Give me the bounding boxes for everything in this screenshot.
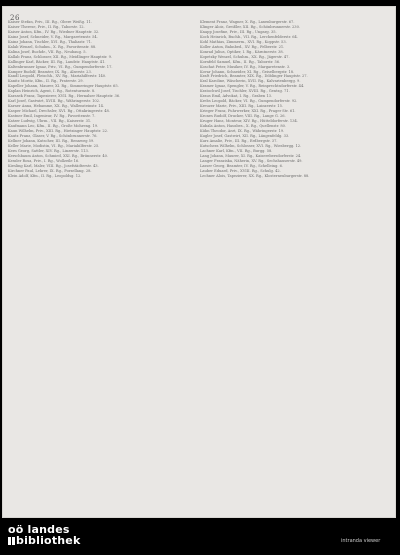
directory-entry: Kramer Ignaz, Spengler, V. Rg., Reinprechtsdorferstr. 44. xyxy=(200,84,305,89)
directory-entry: Klinger Alois, Greißler, XII. Rg., Schönbrunnerstr. 230. xyxy=(200,24,301,29)
directory-entry: Krebs Leopold, Bäcker, VI. Rg., Gumpendorferstr. 92. xyxy=(200,99,298,104)
directory-entry: Lang Johann, Maurer, XI. Rg., Kaiserebersdorferstr. 24. xyxy=(200,153,302,158)
directory-entry: Klein Adolf, Kfm., II. Rg., Leopoldsg. 12. xyxy=(8,173,82,178)
directory-entry: Kiesling Karl, Maler, VIII. Rg., Josefstädterstr. 43. xyxy=(8,163,99,168)
directory-entry: Kautz Franz, Glaser, V. Rg., Schönbrunnerstr. 76. xyxy=(8,133,98,138)
directory-entry: Kaltenbrunner Ignaz, Priv., VI. Rg., Gumpendorferstr. 17. xyxy=(8,64,113,69)
directory-entry: Kellner Johann, Kutscher, III. Rg., Rennweg 59. xyxy=(8,138,95,143)
directory-entry: Karner Anna, Hebamme, XX. Rg., Wallensteinstr. 14. xyxy=(8,104,105,109)
directory-entry: Kugler Josef, Gastwirt, XII. Rg., Längenfeldg. 33. xyxy=(200,133,290,138)
directory-entry: Kalina Josef, Buchdr., VII. Rg., Neubaug. 5. xyxy=(8,49,87,54)
directory-entry: Kornfeld Samuel, Kfm., II. Rg., Taborstr. 56. xyxy=(200,59,281,64)
logo-bar-icon xyxy=(12,537,15,545)
logo-bar-icon xyxy=(8,537,11,545)
directory-entry: Kaiser Anton, Kfm., IV. Rg., Wiedner Hauptstr. 32. xyxy=(8,29,100,34)
directory-entry: Langer Franziska, Näherin, XV. Rg., Sechshauserstr. 49. xyxy=(200,158,303,163)
directory-entry: Kral Karoline, Wäscherin, XVII. Rg., Kalvarienbergg. 9. xyxy=(200,79,301,84)
scanned-page xyxy=(2,6,396,518)
directory-entry: Kallab Franz, Schlosser, XII. Rg., Meidlinger Hauptstr. 9. xyxy=(8,54,113,59)
directory-entry: Kandl Leopold, Fleischh., XV. Rg., Mariahilferstr. 140. xyxy=(8,74,107,79)
directory-entry: Kaplan Heinrich, Agent, I. Rg., Rotenturmstr. 8. xyxy=(8,89,96,94)
directory-entry: Kaun Wilhelm, Priv., XIII. Rg., Hietzinger Hauptstr. 22. xyxy=(8,128,109,133)
directory-entry: Kruger Hans, Monteur, XIV. Rg., Hütteldorferstr. 134. xyxy=(200,119,298,124)
directory-entry: Kovar Johann, Schneider, XI. Rg., Geiselbergstr. 18. xyxy=(200,69,295,74)
directory-entry: Kaiser Therese, Priv., II. Rg., Taborstr. 12. xyxy=(8,24,85,29)
directory-entry: Kraus Emil, Advokat, I. Rg., Graben 13. xyxy=(200,94,273,99)
directory-entry: Kapeller Johann, Maurer, XI. Rg., Simmeringer Hauptstr. 65. xyxy=(8,84,119,89)
directory-entry: Keller Marie, Modistin, VI. Rg., Mariahilferstr. 25. xyxy=(8,143,100,148)
directory-entry: Kanitz Moritz, Kfm., II. Rg., Praterstr. 29. xyxy=(8,79,84,84)
directory-entry: Kasper Michael, Drechsler, XVI. Rg., Ottakringerstr. 48. xyxy=(8,109,110,114)
right-column xyxy=(200,20,386,179)
directory-entry: Kirchner Paul, Lehrer, IX. Rg., Porzellang. 28. xyxy=(8,168,92,173)
directory-entry: Kutschera Wilhelm, Schlosser, XVI. Rg., Wiesbergg. 12. xyxy=(200,143,302,148)
directory-entry: Kern Georg, Sattler, XIV. Rg., Linzerstr. 113. xyxy=(8,148,89,153)
directory-entry: Lauber Eduard, Priv., XVIII. Rg., Schulg. 42. xyxy=(200,168,281,173)
directory-entry: Koch Heinrich, Buchb., VII. Rg., Lerchenfelderstr. 64. xyxy=(200,34,298,39)
directory-entry: Kopetzky Wenzel, Schuhm., XX. Rg., Jägerstr. 47. xyxy=(200,54,290,59)
directory-entry: Koller Anton, Bahnbed., XV. Rg., Felberstr. 21. xyxy=(200,44,285,49)
directory-entry: Kreuzer Marie, Priv., XIII. Rg., Lainzerstr. 15. xyxy=(200,104,284,109)
directory-entry: Kerschbaum Anton, Schmied, XXI. Rg., Brünnerstr. 40. xyxy=(8,153,109,158)
directory-entry: Knapp Josefine, Priv., III. Rg., Ungarg. 35. xyxy=(200,29,277,34)
directory-entry: Konrad Julius, Optiker, I. Rg., Kärntnerstr. 38. xyxy=(200,49,284,54)
directory-entry: Koschat Peter, Musiker, IV. Rg., Margaretenstr. 3. xyxy=(200,64,291,69)
directory-entry: Kamper Rudolf, Beamter, IX. Rg., Alserstr. 23. xyxy=(8,69,92,74)
page-number: 26 xyxy=(10,14,20,22)
directory-entry: Kainz Josef, Schneider, V. Rg., Margaretenstr. 54. xyxy=(8,34,98,39)
directory-entry: Kraft Friedrich, Beamter, XIX. Rg., Döblinger Hauptstr. 27. xyxy=(200,74,308,79)
directory-entry: Kühn Theodor, Arzt, IX. Rg., Währingerstr. 19. xyxy=(200,128,285,133)
directory-entry: Kubala Anton, Hausbes., X. Rg., Quellenstr. 80. xyxy=(200,124,287,129)
directory-entry: Kessler Rosa, Priv., I. Rg., Wollzeile 16. xyxy=(8,158,80,163)
directory-entry: Kaiser Stefan, Priv., III. Rg., Obere Weißg. 11. xyxy=(8,20,92,24)
directory-entry: Kurz Amalie, Priv., III. Rg., Erdbergstr. 37. xyxy=(200,138,278,143)
directory-entry: Kratochwil Josef, Tischler, XVIII. Rg., Gentzg. 71. xyxy=(200,89,290,94)
directory-entry: Katzer Ludwig, Uhrm., VII. Rg., Kaiserstr. 31. xyxy=(8,119,92,124)
directory-entry: Kastner Emil, Ingenieur, IV. Rg., Favoritenstr. 7. xyxy=(8,114,96,119)
directory-entry: Kalab Wenzel, Schuhm., X. Rg., Favoritenstr. 88. xyxy=(8,44,97,49)
library-logo[interactable] xyxy=(8,524,80,546)
directory-entry: Kaufmann Leo, Kfm., II. Rg., Große Mohreng. 19. xyxy=(8,124,99,129)
directory-entry: Karasek Franz, Tapezierer, XVII. Rg., Hernalser Hauptstr. 36. xyxy=(8,94,121,99)
logo-line-2-text: bibliothek xyxy=(16,534,81,547)
directory-entry: Klement Franz, Wagner, X. Rg., Laxenburgerstr. 67. xyxy=(200,20,295,24)
directory-entry: Krones Rudolf, Drucker, VIII. Rg., Lange G. 26. xyxy=(200,114,286,119)
directory-entry: Lechner Alois, Tapezierer, XX. Rg., Klosterneuburgerstr. 88. xyxy=(200,173,310,178)
directory-entry: Karl Josef, Gastwirt, XVIII. Rg., Währingerstr. 102. xyxy=(8,99,101,104)
viewer-label: intranda viewer xyxy=(341,538,381,544)
logo-line-2 xyxy=(8,535,80,546)
directory-entry: Kohl Mathias, Zimmerm., XVI. Rg., Koppstr. 53. xyxy=(200,39,287,44)
directory-entry: Krieger Franz, Fuhrwerker, XXI. Rg., Prager Str. 61. xyxy=(200,109,296,114)
directory-entry: Lasser Georg, Beamter, IV. Rg., Schelleing. 6. xyxy=(200,163,284,168)
directory-entry: Lachner Karl, Kfm., VII. Rg., Burgg. 58. xyxy=(200,148,273,153)
directory-entry: Kainz Johann, Tischler, XVI. Rg., Thaliastr. 71. xyxy=(8,39,93,44)
left-column xyxy=(8,20,194,179)
directory-entry: Kallinger Karl, Bäcker, III. Rg., Landstr. Hauptstr. 41. xyxy=(8,59,106,64)
logo-line-1: oö landes xyxy=(8,523,70,536)
